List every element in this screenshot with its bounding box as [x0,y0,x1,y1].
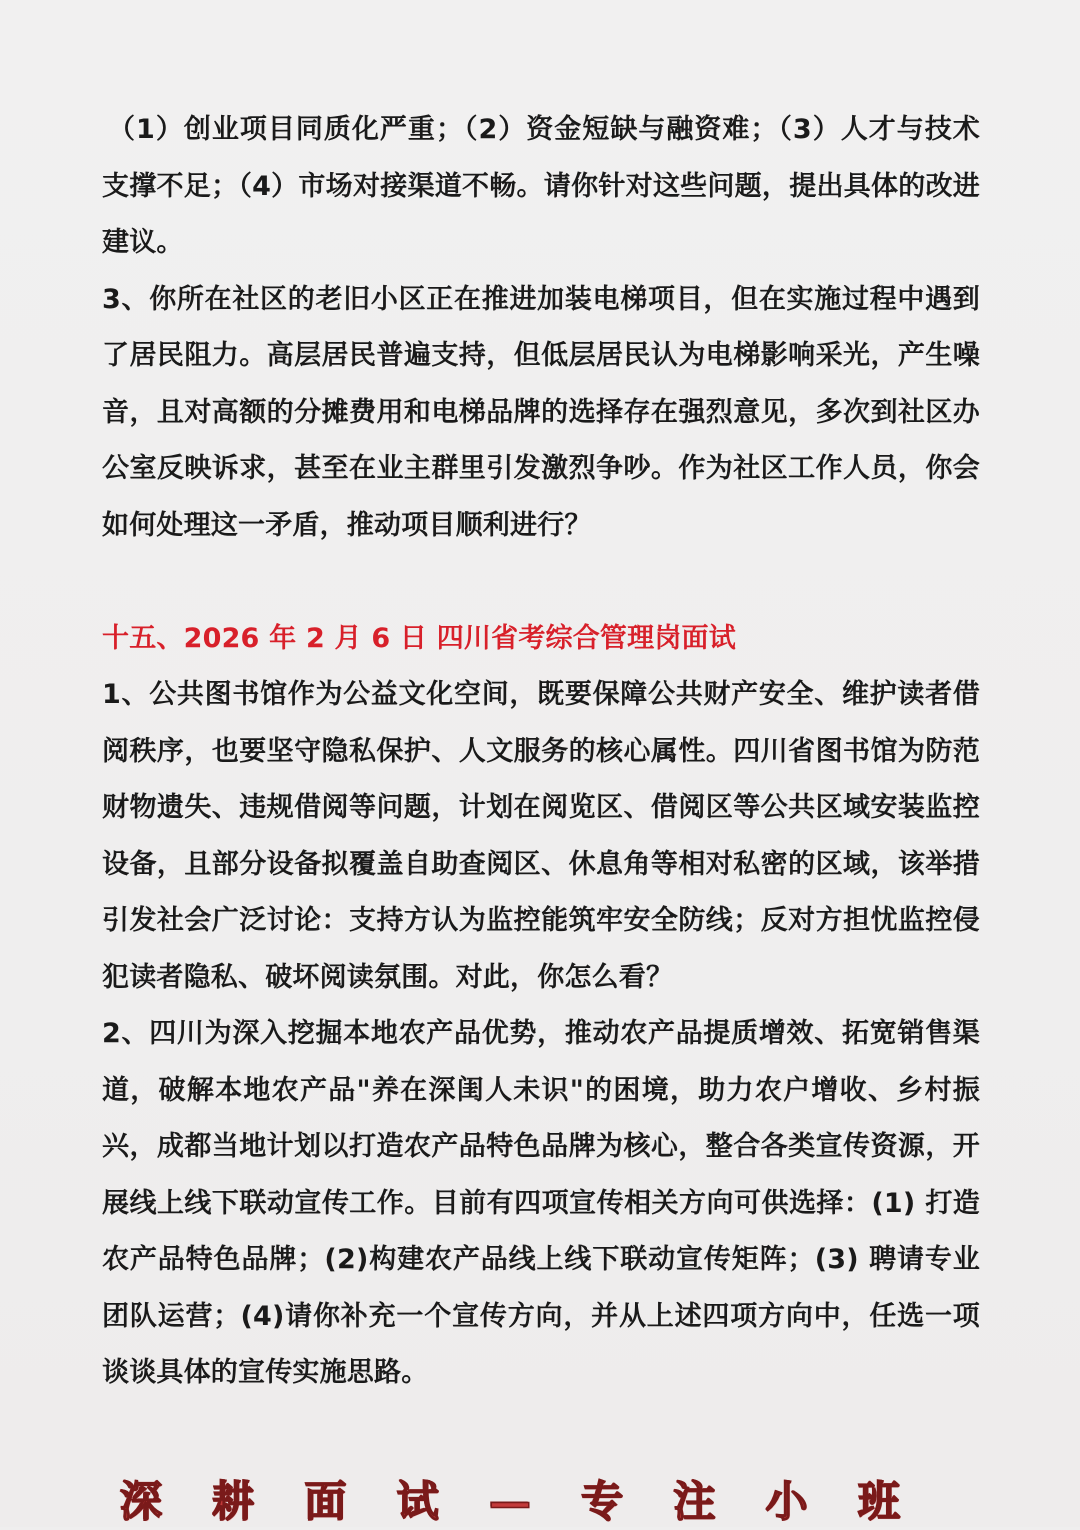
footer-char: 面 [304,1477,347,1526]
footer-char: 专 [581,1477,624,1526]
section-heading-15: 十五、2026 年 2 月 6 日 四川省考综合管理岗面试 [102,622,736,654]
footer-char: 耕 [212,1477,255,1526]
paragraph-question-3: 3、你所在社区的老旧小区正在推进加装电梯项目，但在实施过程中遇到了居民阻力。高层居民普遍支持，但低层居民认为电梯影响采光，产生噪音，且对高额的分摊费用和电梯品牌的选择存在强烈意见，多次到社区办公室反映诉求，甚至在业主群里引发激烈争吵。作为社区工作人员，你会如何处理这一矛盾，推动项目顺利进行？ [102,283,980,541]
paragraph-problems-list: （1）创业项目同质化严重；（2）资金短缺与融资难；（3）人才与技术支撑不足；（4）市场对接渠道不畅。请你针对这些问题，提出具体的改进建议。 [102,114,980,258]
footer-slogan [120,1474,900,1530]
footer-char: — [489,1477,531,1526]
paragraph-question-2: 2、四川为深入挖掘本地农产品优势，推动农产品提质增效、拓宽销售渠道，破解本地农产品"养在深闺人未识"的困境，助力农户增收、乡村振兴，成都当地计划以打造农产品特色品牌为核心，整合各类宣传资源，开展线上线下联动宣传工作。目前有四项宣传相关方向可供选择：(1) 打造农产品特色品牌；(2)构建农产品线上线下联动宣传矩阵；(3) 聘请专业团队运营；(4)请你补充一个宣传方向，并从上述四项方向中，任选一项谈谈具体的宣传实施思路。 [102,1018,980,1388]
paragraph-question-1: 1、公共图书馆作为公益文化空间，既要保障公共财产安全、维护读者借阅秩序，也要坚守隐私保护、人文服务的核心属性。四川省图书馆为防范财物遗失、违规借阅等问题，计划在阅览区、借阅区等公共区域安装监控设备，且部分设备拟覆盖自助查阅区、休息角等相对私密的区域，该举措引发社会广泛讨论：支持方认为监控能筑牢安全防线；反对方担忧监控侵犯读者隐私、破坏阅读氛围。对此，你怎么看？ [102,679,980,993]
footer-char: 班 [857,1477,900,1526]
document-body [102,102,980,1402]
footer-char: 注 [673,1477,716,1526]
section-spacer [102,554,980,611]
footer-char: 深 [120,1477,163,1526]
footer-char: 小 [765,1477,808,1526]
footer-char: 试 [396,1477,439,1526]
